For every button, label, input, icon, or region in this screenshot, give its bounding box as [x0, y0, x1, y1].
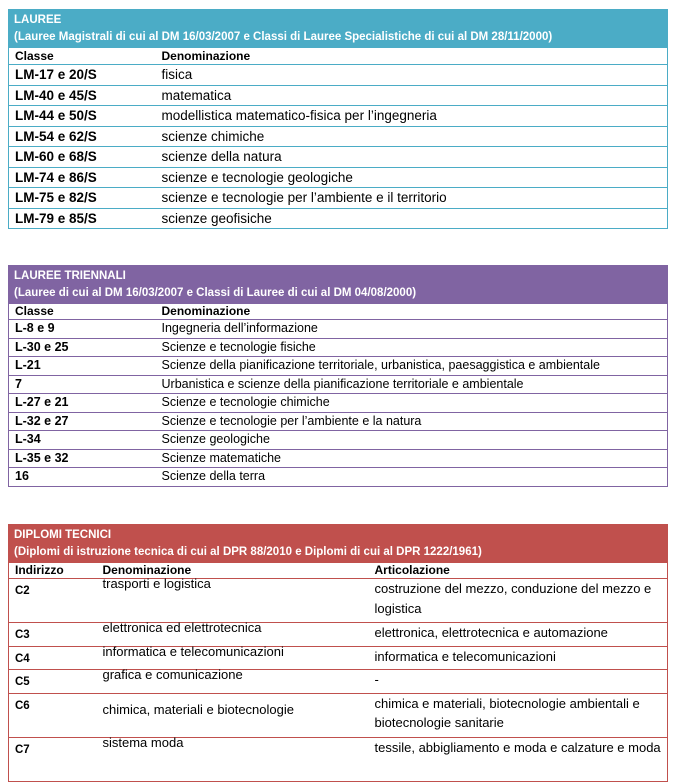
- lauree-table: [8, 48, 668, 229]
- table-row: [9, 208, 668, 229]
- articolazione-cell: costruzione del mezzo, conduzione del mezzo e logistica: [369, 579, 668, 623]
- denominazione-text: trasporti e logistica: [102, 576, 211, 591]
- column-header-denominazione: Denominazione: [156, 304, 668, 320]
- table-row: [9, 106, 668, 127]
- table-row: [9, 320, 668, 339]
- indirizzo-cell: C7: [9, 737, 97, 781]
- denominazione-cell: Scienze e tecnologie chimiche: [156, 394, 668, 413]
- column-header-articolazione: Articolazione: [369, 563, 668, 579]
- column-header-denominazione: Denominazione: [156, 48, 668, 65]
- denominazione-cell: Scienze della pianificazione territoriale, urbanistica, paesaggistica e ambientale: [156, 357, 668, 376]
- table-row: [9, 85, 668, 106]
- articolazione-cell: tessile, abbigliamento e moda e calzature e moda: [369, 737, 668, 781]
- classe-cell: L-8 e 9: [9, 320, 156, 339]
- column-header-indirizzo: Indirizzo: [9, 563, 97, 579]
- denominazione-text: elettronica ed elettrotecnica: [102, 620, 262, 635]
- table-row: [9, 65, 668, 86]
- denominazione-cell: fisica: [156, 65, 668, 86]
- denominazione-cell: [97, 643, 369, 670]
- indirizzo-cell: C2: [9, 579, 97, 623]
- denominazione-cell: scienze geofisiche: [156, 208, 668, 229]
- articolazione-cell: elettronica, elettrotecnica e automazione: [369, 623, 668, 647]
- denominazione-cell: [97, 667, 369, 694]
- denominazione-cell: modellistica matematico-fisica per l’ingegneria: [156, 106, 668, 127]
- classe-cell: 7: [9, 375, 156, 394]
- table-row: [9, 188, 668, 209]
- denominazione-text: grafica e comunicazione: [102, 667, 243, 682]
- classe-cell: LM-79 e 85/S: [9, 208, 156, 229]
- table-row: [9, 449, 668, 468]
- indirizzo-cell: C6: [9, 693, 97, 737]
- denominazione-cell: scienze e tecnologie per l’ambiente e il territorio: [156, 188, 668, 209]
- diplomi-header: [8, 524, 668, 563]
- column-header-classe: Classe: [9, 304, 156, 320]
- table-row: [9, 394, 668, 413]
- table-row: [9, 126, 668, 147]
- lauree-title: LAUREE: [14, 14, 62, 26]
- table-row: [9, 412, 668, 431]
- diplomi-title: DIPLOMI TECNICI: [14, 529, 112, 541]
- indirizzo-cell: C5: [9, 670, 97, 694]
- table-row: [9, 670, 668, 694]
- triennali-subtitle: (Lauree di cui al DM 16/03/2007 e Classi di Lauree di cui al DM 04/08/2000): [14, 287, 417, 299]
- denominazione-cell: Scienze della terra: [156, 468, 668, 487]
- articolazione-cell: -: [369, 670, 668, 694]
- indirizzo-cell: C4: [9, 646, 97, 670]
- lauree-header: [8, 9, 668, 48]
- indirizzo-cell: C3: [9, 623, 97, 647]
- table-row: [9, 579, 668, 623]
- denominazione-cell: matematica: [156, 85, 668, 106]
- classe-cell: LM-75 e 82/S: [9, 188, 156, 209]
- column-header-denominazione: Denominazione: [97, 563, 369, 579]
- denominazione-cell: [97, 576, 369, 623]
- triennali-title: LAUREE TRIENNALI: [14, 270, 126, 282]
- table-row: [9, 693, 668, 737]
- denominazione-text: informatica e telecomunicazioni: [102, 643, 284, 659]
- denominazione-cell: Scienze e tecnologie fisiche: [156, 338, 668, 357]
- classe-cell: LM-74 e 86/S: [9, 167, 156, 188]
- diplomi-subtitle: (Diplomi di istruzione tecnica di cui al DPR 88/2010 e Diplomi di cui al DPR 1222/1961): [14, 546, 482, 558]
- articolazione-cell: informatica e telecomunicazioni: [369, 646, 668, 670]
- classe-cell: L-34: [9, 431, 156, 450]
- classe-cell: LM-44 e 50/S: [9, 106, 156, 127]
- classe-cell: LM-54 e 62/S: [9, 126, 156, 147]
- table-row: [9, 737, 668, 781]
- table-row: [9, 623, 668, 647]
- triennali-header: [8, 265, 668, 304]
- table-header-row: [9, 48, 668, 65]
- classe-cell: LM-60 e 68/S: [9, 147, 156, 168]
- classe-cell: L-27 e 21: [9, 394, 156, 413]
- lauree-section: [8, 9, 668, 229]
- lauree-subtitle: (Lauree Magistrali di cui al DM 16/03/2007 e Classi di Lauree Specialistiche di cui al DM 28/11/2000): [14, 31, 553, 43]
- table-header-row: [9, 304, 668, 320]
- table-row: [9, 147, 668, 168]
- denominazione-text: chimica, materiali e biotecnologie: [102, 701, 294, 717]
- denominazione-cell: Scienze matematiche: [156, 449, 668, 468]
- denominazione-cell: [97, 620, 369, 647]
- denominazione-cell: Scienze e tecnologie per l’ambiente e la natura: [156, 412, 668, 431]
- denominazione-cell: [97, 693, 369, 737]
- table-row: [9, 646, 668, 670]
- triennali-section: [8, 265, 668, 487]
- classe-cell: L-32 e 27: [9, 412, 156, 431]
- classe-cell: LM-17 e 20/S: [9, 65, 156, 86]
- denominazione-cell: scienze della natura: [156, 147, 668, 168]
- classe-cell: 16: [9, 468, 156, 487]
- table-row: [9, 357, 668, 376]
- classe-cell: L-21: [9, 357, 156, 376]
- column-header-classe: Classe: [9, 48, 156, 65]
- denominazione-cell: Scienze geologiche: [156, 431, 668, 450]
- table-row: [9, 338, 668, 357]
- table-row: [9, 375, 668, 394]
- table-row: [9, 431, 668, 450]
- denominazione-cell: Ingegneria dell’informazione: [156, 320, 668, 339]
- triennali-table: [8, 304, 668, 487]
- denominazione-cell: scienze e tecnologie geologiche: [156, 167, 668, 188]
- classe-cell: L-35 e 32: [9, 449, 156, 468]
- table-row: [9, 468, 668, 487]
- denominazione-cell: [97, 734, 369, 781]
- articolazione-cell: chimica e materiali, biotecnologie ambientali e biotecnologie sanitarie: [369, 693, 668, 737]
- denominazione-text: sistema moda: [102, 734, 184, 750]
- denominazione-cell: scienze chimiche: [156, 126, 668, 147]
- classe-cell: LM-40 e 45/S: [9, 85, 156, 106]
- diplomi-section: [8, 524, 668, 782]
- table-row: [9, 167, 668, 188]
- classe-cell: L-30 e 25: [9, 338, 156, 357]
- diplomi-table: [8, 563, 668, 782]
- denominazione-cell: Urbanistica e scienze della pianificazione territoriale e ambientale: [156, 375, 668, 394]
